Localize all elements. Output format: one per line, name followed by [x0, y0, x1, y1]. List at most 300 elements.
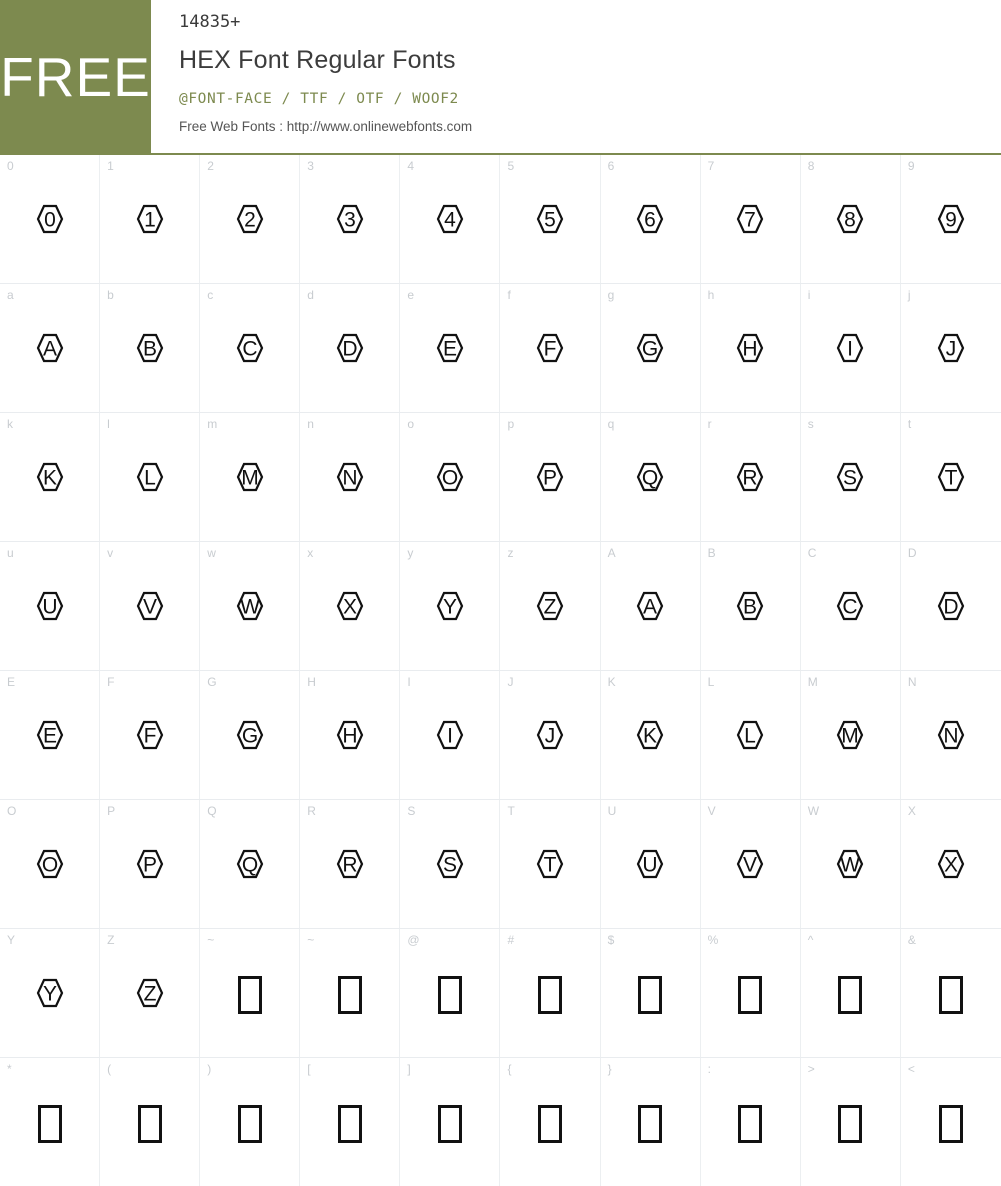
- svg-text:Z: Z: [543, 595, 557, 619]
- glyph-cell[interactable]: [400, 671, 500, 799]
- glyph-cell[interactable]: [0, 1058, 100, 1186]
- glyph-cell[interactable]: [701, 671, 801, 799]
- glyph-preview: [801, 310, 900, 390]
- glyph-cell[interactable]: [100, 542, 200, 670]
- svg-text:Q: Q: [641, 466, 659, 490]
- glyph-char-label: :: [707, 1062, 711, 1076]
- svg-text:T: T: [944, 466, 958, 490]
- missing-glyph-box-icon: [838, 976, 862, 1014]
- svg-text:8: 8: [844, 208, 857, 232]
- glyph-preview: [100, 568, 199, 648]
- glyph-preview: [701, 310, 800, 390]
- glyph-cell[interactable]: [901, 155, 1001, 283]
- glyph-cell[interactable]: [300, 1058, 400, 1186]
- glyph-preview: [801, 955, 900, 1035]
- glyph-grid: [0, 155, 1001, 1186]
- svg-text:S: S: [442, 853, 457, 877]
- glyph-preview: [500, 826, 599, 906]
- glyph-preview: [200, 568, 299, 648]
- glyph-cell[interactable]: [601, 929, 701, 1057]
- glyph-preview: [100, 826, 199, 906]
- glyph-preview: [0, 826, 99, 906]
- svg-text:1: 1: [143, 208, 156, 232]
- svg-text:F: F: [543, 337, 557, 361]
- glyph-cell[interactable]: [901, 413, 1001, 541]
- glyph-preview: [801, 826, 900, 906]
- glyph-cell[interactable]: [200, 284, 300, 412]
- glyph-cell[interactable]: [300, 413, 400, 541]
- glyph-char-label: L: [707, 675, 715, 689]
- glyph-cell[interactable]: [801, 542, 901, 670]
- glyph-char-label: T: [507, 804, 515, 818]
- glyph-char-label: >: [807, 1062, 815, 1076]
- glyph-cell[interactable]: [701, 929, 801, 1057]
- glyph-char-label: (: [107, 1062, 112, 1076]
- glyph-cell[interactable]: [200, 542, 300, 670]
- glyph-preview: [0, 1084, 99, 1164]
- svg-text:I: I: [847, 337, 854, 361]
- glyph-char-label: R: [307, 804, 316, 818]
- glyph-char-label: y: [407, 546, 414, 560]
- glyph-char-label: b: [107, 288, 114, 302]
- glyph-cell[interactable]: [801, 155, 901, 283]
- glyph-char-label: ^: [807, 933, 814, 947]
- glyph-cell[interactable]: [100, 413, 200, 541]
- glyph-char-label: t: [907, 417, 912, 431]
- missing-glyph-box-icon: [238, 976, 262, 1014]
- glyph-preview: [400, 439, 499, 519]
- glyph-char-label: a: [7, 288, 14, 302]
- svg-text:M: M: [240, 466, 259, 490]
- svg-text:3: 3: [343, 208, 356, 232]
- glyph-char-label: 7: [707, 159, 715, 173]
- glyph-row: [0, 155, 1001, 284]
- glyph-cell[interactable]: [701, 284, 801, 412]
- glyph-cell[interactable]: [701, 413, 801, 541]
- missing-glyph-box-icon: [538, 976, 562, 1014]
- svg-text:E: E: [42, 724, 57, 748]
- glyph-cell[interactable]: [901, 284, 1001, 412]
- svg-text:X: X: [943, 853, 958, 877]
- glyph-cell[interactable]: [400, 284, 500, 412]
- glyph-preview: [400, 697, 499, 777]
- glyph-char-label: S: [407, 804, 416, 818]
- glyph-preview: [901, 181, 1001, 261]
- glyph-cell[interactable]: [0, 671, 100, 799]
- glyph-preview: [0, 955, 99, 1035]
- glyph-char-label: [: [307, 1062, 311, 1076]
- svg-text:0: 0: [43, 208, 56, 232]
- glyph-row: [0, 413, 1001, 542]
- glyph-char-label: ): [207, 1062, 212, 1076]
- glyph-char-label: q: [607, 417, 615, 431]
- glyph-cell[interactable]: [500, 1058, 600, 1186]
- glyph-cell[interactable]: [500, 671, 600, 799]
- glyph-cell[interactable]: [701, 542, 801, 670]
- glyph-preview: [100, 310, 199, 390]
- glyph-preview: [0, 310, 99, 390]
- glyph-preview: [500, 955, 599, 1035]
- glyph-cell[interactable]: [901, 1058, 1001, 1186]
- glyph-preview: [400, 826, 499, 906]
- glyph-preview: [901, 697, 1001, 777]
- glyph-char-label: ~: [207, 933, 215, 947]
- glyph-cell[interactable]: [701, 800, 801, 928]
- svg-text:7: 7: [744, 208, 757, 232]
- missing-glyph-box-icon: [438, 1105, 462, 1143]
- svg-text:C: C: [242, 337, 258, 361]
- glyph-cell[interactable]: [300, 671, 400, 799]
- glyph-preview: [500, 568, 599, 648]
- glyph-cell[interactable]: [500, 155, 600, 283]
- svg-text:S: S: [843, 466, 858, 490]
- glyph-char-label: 9: [907, 159, 915, 173]
- svg-text:V: V: [743, 853, 758, 877]
- glyph-cell[interactable]: [300, 284, 400, 412]
- svg-text:P: P: [543, 466, 558, 490]
- glyph-char-label: @: [407, 933, 420, 947]
- glyph-preview: [601, 955, 700, 1035]
- glyph-preview: [300, 1084, 399, 1164]
- glyph-char-label: 2: [207, 159, 214, 173]
- glyph-preview: [801, 181, 900, 261]
- glyph-char-label: v: [107, 546, 114, 560]
- missing-glyph-box-icon: [338, 1105, 362, 1143]
- glyph-char-label: k: [7, 417, 13, 431]
- header-info: [151, 0, 1001, 153]
- glyph-cell[interactable]: [0, 155, 100, 283]
- glyph-char-label: &: [907, 933, 916, 947]
- svg-text:L: L: [744, 724, 757, 748]
- glyph-cell[interactable]: [300, 542, 400, 670]
- glyph-cell[interactable]: [300, 929, 400, 1057]
- glyph-cell[interactable]: [400, 413, 500, 541]
- glyph-preview: [200, 1084, 299, 1164]
- glyph-cell[interactable]: [601, 800, 701, 928]
- glyph-preview: [200, 439, 299, 519]
- glyph-char-label: }: [607, 1062, 612, 1076]
- glyph-char-label: P: [107, 804, 116, 818]
- source-subtitle: Free Web Fonts : http://www.onlinewebfonts.com: [179, 119, 473, 134]
- glyph-char-label: J: [507, 675, 514, 689]
- glyph-char-label: K: [607, 675, 616, 689]
- glyph-preview: [601, 1084, 700, 1164]
- missing-glyph-box-icon: [538, 1105, 562, 1143]
- glyph-row: [0, 284, 1001, 413]
- glyph-preview: [0, 439, 99, 519]
- glyph-cell[interactable]: [500, 800, 600, 928]
- glyph-char-label: h: [707, 288, 715, 302]
- svg-text:Z: Z: [143, 982, 157, 1006]
- svg-text:R: R: [342, 853, 358, 877]
- glyph-cell[interactable]: [100, 800, 200, 928]
- glyph-cell[interactable]: [0, 542, 100, 670]
- svg-text:L: L: [143, 466, 156, 490]
- glyph-preview: [601, 181, 700, 261]
- glyph-char-label: 5: [507, 159, 515, 173]
- svg-text:V: V: [142, 595, 157, 619]
- glyph-preview: [200, 826, 299, 906]
- glyph-preview: [400, 181, 499, 261]
- svg-text:5: 5: [544, 208, 556, 232]
- glyph-preview: [300, 310, 399, 390]
- glyph-cell[interactable]: [500, 413, 600, 541]
- glyph-cell[interactable]: [400, 155, 500, 283]
- free-badge: FREE: [0, 0, 151, 153]
- glyph-preview: [200, 310, 299, 390]
- glyph-cell[interactable]: [601, 671, 701, 799]
- glyph-cell[interactable]: [0, 929, 100, 1057]
- glyph-cell[interactable]: [400, 929, 500, 1057]
- glyph-char-label: Y: [7, 933, 16, 947]
- glyph-preview: [701, 568, 800, 648]
- glyph-preview: [500, 697, 599, 777]
- glyph-cell[interactable]: [801, 284, 901, 412]
- svg-text:P: P: [142, 853, 157, 877]
- glyph-cell[interactable]: [601, 155, 701, 283]
- missing-glyph-box-icon: [38, 1105, 62, 1143]
- glyph-char-label: p: [507, 417, 515, 431]
- glyph-preview: [0, 181, 99, 261]
- svg-text:K: K: [643, 724, 658, 748]
- glyph-cell[interactable]: [601, 413, 701, 541]
- missing-glyph-box-icon: [138, 1105, 162, 1143]
- glyph-cell[interactable]: [400, 1058, 500, 1186]
- glyph-preview: [200, 181, 299, 261]
- svg-text:X: X: [342, 595, 357, 619]
- glyph-preview: [300, 826, 399, 906]
- glyph-preview: [300, 439, 399, 519]
- glyph-preview: [801, 568, 900, 648]
- glyph-preview: [400, 568, 499, 648]
- glyph-char-label: m: [207, 417, 218, 431]
- glyph-preview: [100, 955, 199, 1035]
- glyph-cell[interactable]: [400, 800, 500, 928]
- glyph-cell[interactable]: [0, 413, 100, 541]
- glyph-preview: [601, 568, 700, 648]
- glyph-cell[interactable]: [300, 800, 400, 928]
- glyph-preview: [200, 697, 299, 777]
- svg-text:F: F: [143, 724, 157, 748]
- glyph-preview: [701, 955, 800, 1035]
- glyph-cell[interactable]: [100, 284, 200, 412]
- glyph-cell[interactable]: [200, 671, 300, 799]
- svg-text:W: W: [239, 595, 260, 619]
- svg-text:M: M: [841, 724, 860, 748]
- glyph-char-label: ~: [307, 933, 315, 947]
- glyph-cell[interactable]: [801, 1058, 901, 1186]
- glyph-cell[interactable]: [701, 155, 801, 283]
- glyph-char-label: N: [907, 675, 917, 689]
- glyph-cell[interactable]: [300, 155, 400, 283]
- glyph-cell[interactable]: [701, 1058, 801, 1186]
- glyph-preview: [200, 955, 299, 1035]
- glyph-char-label: j: [907, 288, 911, 302]
- glyph-cell[interactable]: [100, 671, 200, 799]
- format-list: @FONT-FACE / TTF / OTF / WOOF2: [179, 91, 459, 107]
- glyph-cell[interactable]: [200, 929, 300, 1057]
- glyph-preview: [300, 568, 399, 648]
- glyph-preview: [500, 310, 599, 390]
- glyph-cell[interactable]: [0, 284, 100, 412]
- glyph-preview: [300, 181, 399, 261]
- glyph-char-label: g: [607, 288, 615, 302]
- glyph-char-label: E: [7, 675, 16, 689]
- glyph-cell[interactable]: [801, 671, 901, 799]
- glyph-char-label: i: [807, 288, 811, 302]
- missing-glyph-box-icon: [838, 1105, 862, 1143]
- glyph-cell[interactable]: [801, 800, 901, 928]
- svg-text:O: O: [41, 853, 58, 877]
- glyph-cell[interactable]: [200, 155, 300, 283]
- svg-text:J: J: [945, 337, 957, 361]
- glyph-row: [0, 929, 1001, 1058]
- page-title: HEX Font Regular Fonts: [179, 46, 456, 74]
- glyph-cell[interactable]: [200, 1058, 300, 1186]
- glyph-preview: [100, 697, 199, 777]
- glyph-cell[interactable]: [801, 413, 901, 541]
- svg-text:D: D: [943, 595, 959, 619]
- svg-text:N: N: [342, 466, 358, 490]
- missing-glyph-box-icon: [338, 976, 362, 1014]
- glyph-preview: [0, 568, 99, 648]
- glyph-char-label: %: [707, 933, 719, 947]
- glyph-preview: [801, 1084, 900, 1164]
- glyph-char-label: e: [407, 288, 415, 302]
- glyph-cell[interactable]: [901, 929, 1001, 1057]
- glyph-char-label: <: [907, 1062, 915, 1076]
- svg-text:G: G: [641, 337, 659, 361]
- glyph-preview: [901, 826, 1001, 906]
- glyph-char-label: x: [307, 546, 314, 560]
- glyph-preview: [701, 439, 800, 519]
- glyph-cell[interactable]: [400, 542, 500, 670]
- glyph-cell[interactable]: [801, 929, 901, 1057]
- glyph-row: [0, 800, 1001, 929]
- glyph-char-label: F: [107, 675, 115, 689]
- glyph-preview: [901, 310, 1001, 390]
- glyph-char-label: $: [607, 933, 615, 947]
- glyph-char-label: Z: [107, 933, 115, 947]
- glyph-char-label: U: [607, 804, 617, 818]
- glyph-char-label: ]: [407, 1062, 411, 1076]
- svg-text:B: B: [142, 337, 157, 361]
- svg-text:A: A: [643, 595, 658, 619]
- missing-glyph-box-icon: [738, 976, 762, 1014]
- glyph-char-label: 6: [607, 159, 615, 173]
- svg-text:Y: Y: [442, 595, 457, 619]
- missing-glyph-box-icon: [939, 976, 963, 1014]
- glyph-char-label: 0: [7, 159, 14, 173]
- svg-text:Y: Y: [42, 982, 57, 1006]
- glyph-char-label: o: [407, 417, 415, 431]
- glyph-char-label: 4: [407, 159, 415, 173]
- glyph-preview: [300, 955, 399, 1035]
- glyph-preview: [400, 310, 499, 390]
- glyph-cell[interactable]: [100, 929, 200, 1057]
- page-header: [0, 0, 1001, 155]
- svg-text:O: O: [441, 466, 459, 490]
- glyph-char-label: n: [307, 417, 314, 431]
- glyph-char-label: d: [307, 288, 314, 302]
- glyph-char-label: c: [207, 288, 214, 302]
- glyph-cell[interactable]: [100, 155, 200, 283]
- missing-glyph-box-icon: [638, 1105, 662, 1143]
- glyph-preview: [701, 1084, 800, 1164]
- svg-text:A: A: [42, 337, 57, 361]
- svg-text:U: U: [642, 853, 658, 877]
- glyph-char-label: X: [907, 804, 916, 818]
- glyph-preview: [601, 697, 700, 777]
- glyph-preview: [500, 1084, 599, 1164]
- glyph-preview: [0, 697, 99, 777]
- glyph-char-label: Q: [207, 804, 217, 818]
- glyph-preview: [601, 439, 700, 519]
- svg-text:D: D: [342, 337, 358, 361]
- glyph-cell[interactable]: [601, 284, 701, 412]
- glyph-preview: [100, 181, 199, 261]
- svg-text:N: N: [943, 724, 959, 748]
- svg-text:J: J: [544, 724, 556, 748]
- glyph-preview: [701, 826, 800, 906]
- missing-glyph-box-icon: [238, 1105, 262, 1143]
- glyph-row: [0, 542, 1001, 671]
- glyph-char-label: O: [7, 804, 17, 818]
- glyph-cell[interactable]: [901, 800, 1001, 928]
- glyph-cell[interactable]: [500, 284, 600, 412]
- svg-text:6: 6: [644, 208, 656, 232]
- glyph-cell[interactable]: [901, 542, 1001, 670]
- glyph-char-label: W: [807, 804, 820, 818]
- glyph-char-label: #: [507, 933, 515, 947]
- glyph-char-label: *: [7, 1062, 12, 1076]
- glyph-cell[interactable]: [901, 671, 1001, 799]
- glyph-char-label: V: [707, 804, 716, 818]
- glyph-char-label: 1: [107, 159, 114, 173]
- glyph-cell[interactable]: [601, 1058, 701, 1186]
- glyph-char-label: f: [507, 288, 511, 302]
- svg-text:2: 2: [243, 208, 256, 232]
- glyph-cell[interactable]: [200, 413, 300, 541]
- svg-text:H: H: [742, 337, 758, 361]
- glyph-row: [0, 671, 1001, 800]
- svg-text:E: E: [442, 337, 457, 361]
- glyph-cell[interactable]: [200, 800, 300, 928]
- glyph-cell[interactable]: [500, 542, 600, 670]
- glyph-preview: [100, 1084, 199, 1164]
- glyph-char-label: D: [907, 546, 917, 560]
- glyph-preview: [701, 697, 800, 777]
- glyph-preview: [100, 439, 199, 519]
- glyph-cell[interactable]: [0, 800, 100, 928]
- svg-text:B: B: [743, 595, 758, 619]
- glyph-char-label: 3: [307, 159, 314, 173]
- glyph-cell[interactable]: [601, 542, 701, 670]
- glyph-char-label: l: [107, 417, 110, 431]
- svg-text:I: I: [447, 724, 453, 748]
- missing-glyph-box-icon: [638, 976, 662, 1014]
- glyph-char-label: w: [207, 546, 216, 560]
- glyph-preview: [901, 568, 1001, 648]
- glyph-cell[interactable]: [500, 929, 600, 1057]
- glyph-cell[interactable]: [100, 1058, 200, 1186]
- glyph-char-label: 8: [807, 159, 815, 173]
- glyph-preview: [601, 310, 700, 390]
- glyph-char-label: {: [507, 1062, 512, 1076]
- glyph-char-label: s: [807, 417, 814, 431]
- missing-glyph-box-icon: [438, 976, 462, 1014]
- glyph-char-label: u: [7, 546, 14, 560]
